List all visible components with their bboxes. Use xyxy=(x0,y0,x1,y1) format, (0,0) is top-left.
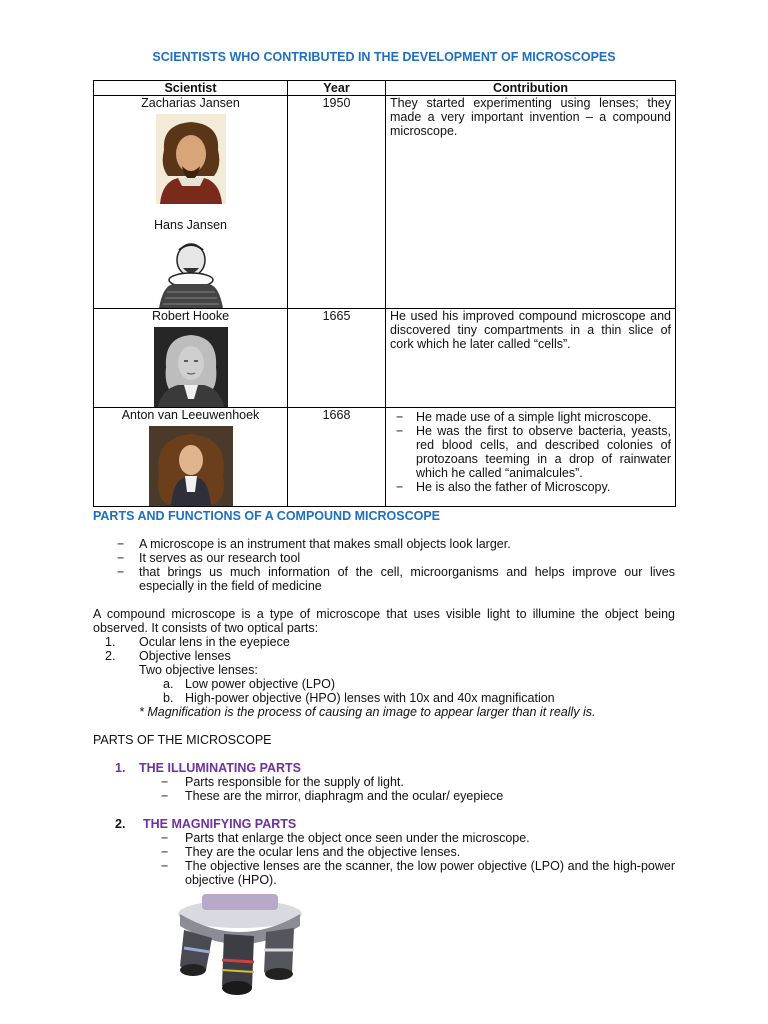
part-title: THE ILLUMINATING PARTS xyxy=(139,761,302,775)
microscope-intro-list xyxy=(93,537,675,593)
year-cell: 1668 xyxy=(288,408,386,507)
optical-parts-list xyxy=(93,635,675,719)
list-item xyxy=(390,424,671,480)
item-letter: a. xyxy=(163,677,174,691)
dash-bullet: − xyxy=(161,789,169,803)
bullet-text: He made use of a simple light microscope. xyxy=(416,410,652,424)
contribution-cell: He used his improved compound microscope and discovered tiny compartments in a thin slice of cork which he later called “cells”. xyxy=(386,309,676,408)
scientist-cell xyxy=(94,96,288,309)
list-item xyxy=(93,845,675,859)
magnifying-bullets xyxy=(93,831,675,887)
dash-bullet: − xyxy=(161,831,169,845)
part-number: 1. xyxy=(115,761,126,775)
item-number: 1. xyxy=(105,635,116,649)
list-item xyxy=(390,480,671,494)
scientist-name: Zacharias Jansen xyxy=(141,96,240,110)
item-letter: b. xyxy=(163,691,174,705)
dash-bullet: − xyxy=(117,537,125,551)
dash-bullet: − xyxy=(161,859,169,873)
objective-lenses-image xyxy=(140,890,340,1002)
robert-hooke-portrait xyxy=(154,327,228,407)
document-title: SCIENTISTS WHO CONTRIBUTED IN THE DEVELOPMENT OF MICROSCOPES xyxy=(152,50,616,64)
table-row xyxy=(94,96,676,309)
illuminating-bullets xyxy=(93,775,675,803)
part-heading xyxy=(93,817,675,831)
list-item xyxy=(93,677,675,691)
scientist-cell xyxy=(94,408,288,507)
item-text: Objective lenses xyxy=(139,649,231,663)
table-row xyxy=(94,408,676,507)
dash-bullet: − xyxy=(117,565,125,579)
dash-bullet: − xyxy=(396,424,404,438)
bullet-text: A microscope is an instrument that makes small objects look larger. xyxy=(139,537,511,551)
list-item xyxy=(390,410,671,424)
list-item xyxy=(93,789,675,803)
dash-bullet: − xyxy=(161,845,169,859)
list-item xyxy=(93,537,675,551)
bullet-text: The objective lenses are the scanner, the low power objective (LPO) and the high-power objective (HPO). xyxy=(185,859,675,887)
header-scientist: Scientist xyxy=(94,81,288,96)
dash-bullet: − xyxy=(161,775,169,789)
part-title: THE MAGNIFYING PARTS xyxy=(143,817,297,831)
dash-bullet: − xyxy=(396,410,404,424)
scientists-table xyxy=(93,80,676,507)
bullet-text: He is also the father of Microscopy. xyxy=(416,480,611,494)
list-item xyxy=(93,635,675,649)
parts-of-microscope-heading: PARTS OF THE MICROSCOPE xyxy=(93,733,272,747)
item-number: 2. xyxy=(105,649,116,663)
bullet-text: Parts responsible for the supply of light. xyxy=(185,775,404,789)
dash-bullet: − xyxy=(396,480,404,494)
part-number: 2. xyxy=(115,817,126,831)
item-text: Low power objective (LPO) xyxy=(185,677,336,691)
hans-jansen-portrait xyxy=(153,236,229,308)
list-item xyxy=(93,691,675,705)
list-item xyxy=(93,649,675,663)
parts-functions-heading: PARTS AND FUNCTIONS OF A COMPOUND MICROSCOPE xyxy=(93,509,440,523)
contribution-cell: They started experimenting using lenses; they made a very important invention – a compound microscope. xyxy=(386,96,676,309)
leeuwenhoek-portrait xyxy=(149,426,233,506)
bullet-text: Parts that enlarge the object once seen under the microscope. xyxy=(185,831,530,845)
list-item xyxy=(93,859,675,887)
list-item xyxy=(93,831,675,845)
table-header-row xyxy=(94,81,676,96)
magnification-note: * Magnification is the process of causing an image to appear larger than it really is. xyxy=(139,705,596,719)
contribution-cell xyxy=(386,408,676,507)
bullet-text: that brings us much information of the cell, microorganisms and helps improve our lives especially in the field of medicine xyxy=(139,565,675,593)
scientist-name: Hans Jansen xyxy=(154,218,227,232)
header-year: Year xyxy=(288,81,386,96)
list-item xyxy=(93,775,675,789)
bullet-text: He was the first to observe bacteria, yeasts, red blood cells, and described colonies of protozoans teeming in a drop of rainwater which he called “animalcules”. xyxy=(416,424,671,480)
compound-microscope-paragraph: A compound microscope is a type of microscope that uses visible light to illumine the object being observed. It consists of two optical parts: xyxy=(93,607,675,635)
year-cell: 1665 xyxy=(288,309,386,408)
item-text: Ocular lens in the eyepiece xyxy=(139,635,290,649)
bullet-text: These are the mirror, diaphragm and the ocular/ eyepiece xyxy=(185,789,504,803)
scientist-cell xyxy=(94,309,288,408)
dash-bullet: − xyxy=(117,551,125,565)
scientist-name: Robert Hooke xyxy=(151,309,230,323)
header-contribution: Contribution xyxy=(386,81,676,96)
list-item xyxy=(93,565,675,593)
part-heading xyxy=(93,761,675,775)
sub-intro: Two objective lenses: xyxy=(139,663,258,677)
scientist-name: Anton van Leeuwenhoek xyxy=(121,408,260,422)
year-cell: 1950 xyxy=(288,96,386,309)
contribution-bullets xyxy=(390,410,671,494)
zacharias-jansen-portrait xyxy=(156,114,226,204)
list-item xyxy=(93,551,675,565)
bullet-text: It serves as our research tool xyxy=(139,551,301,565)
magnifying-parts-section xyxy=(93,817,675,887)
illuminating-parts-section xyxy=(93,761,675,803)
bullet-text: They are the ocular lens and the objective lenses. xyxy=(185,845,461,859)
table-row xyxy=(94,309,676,408)
item-text: High-power objective (HPO) lenses with 10x and 40x magnification xyxy=(185,691,555,705)
